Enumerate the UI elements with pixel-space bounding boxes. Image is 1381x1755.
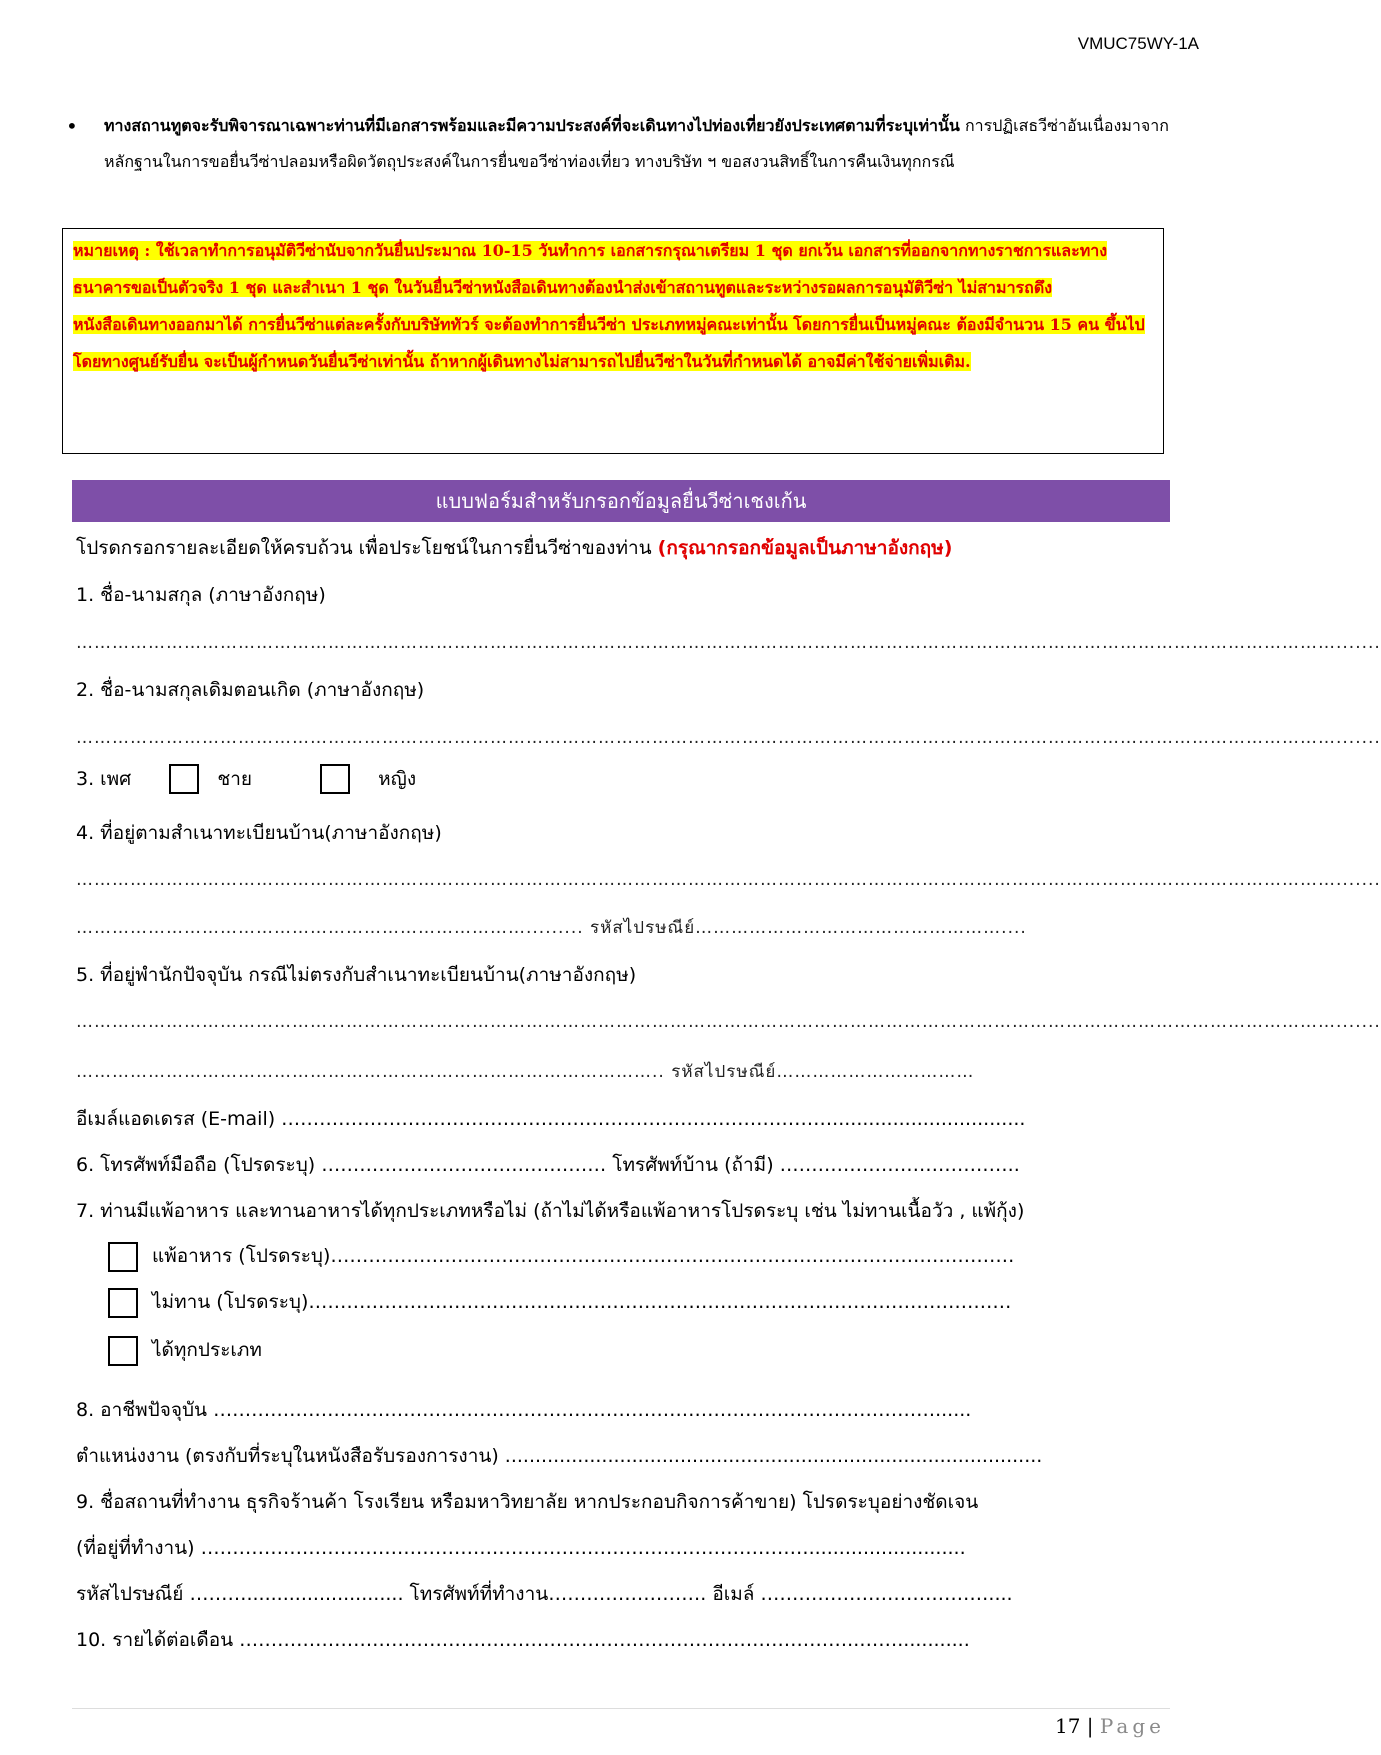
- allergy-checkbox[interactable]: [108, 1242, 138, 1272]
- footer-divider: [72, 1708, 1170, 1709]
- no-eat-label[interactable]: ไม่ทาน (โปรดระบุ)…………………………………………………………………………………………………: [152, 1291, 1012, 1313]
- q3-label: 3. เพศ: [76, 768, 132, 790]
- q2-label: 2. ชื่อ-นามสกุลเดิมตอนเกิด (ภาษาอังกฤษ): [76, 679, 425, 701]
- male-label: ชาย: [217, 768, 253, 790]
- form-intro-text: โปรดกรอกรายละเอียดให้ครบถ้วน เพื่อประโยชน์ในการยื่นวีซ่าของท่าน: [76, 537, 658, 559]
- bullet-icon: •: [66, 114, 78, 138]
- q4-postal-line[interactable]: …………………………………………………………………......... รหัสไปรษณีย์……………………………………………....: [76, 918, 1027, 938]
- document-id: VMUC75WY-1A: [1077, 34, 1199, 53]
- q7-option-all: [108, 1335, 262, 1366]
- no-eat-checkbox[interactable]: [108, 1288, 138, 1318]
- form-intro: [76, 533, 952, 563]
- bullet-bold-text: ทางสถานทูตจะรับพิจารณาเฉพาะท่านที่มีเอกสารพร้อมและมีความประสงค์ที่จะเดินทางไปท่องเที่ยวยังประเทศตามที่ระบุเท่านั้น: [104, 116, 960, 135]
- q5-label: 5. ที่อยู่พำนักปัจจุบัน กรณีไม่ตรงกับสำเนาทะเบียนบ้าน(ภาษาอังกฤษ): [76, 964, 637, 986]
- female-label: หญิง: [378, 768, 417, 790]
- page-number: [1055, 1714, 1165, 1738]
- male-checkbox[interactable]: [169, 764, 199, 794]
- q1-field[interactable]: ………………………………………………………………………………………………………………………………………………………………………………………….......: [76, 633, 1381, 653]
- q8-occupation-field[interactable]: 8. อาชีพปัจจุบัน ……………………………………………………………………………………………………......: [76, 1399, 972, 1421]
- q4-label: 4. ที่อยู่ตามสำเนาทะเบียนบ้าน(ภาษาอังกฤษ): [76, 822, 442, 844]
- form-header: แบบฟอร์มสำหรับกรอกข้อมูลยื่นวีซ่าเชงเก้น: [72, 480, 1170, 522]
- q1-label: 1. ชื่อ-นามสกุล (ภาษาอังกฤษ): [76, 584, 326, 606]
- eat-all-checkbox[interactable]: [108, 1336, 138, 1366]
- bullet-paragraph: [66, 108, 1176, 180]
- q3-gender: [76, 764, 416, 794]
- bullet-normal-text: การปฏิเสธวีซ่าอันเนื่องมาจากหลักฐานในการขอยื่นวีซ่าปลอมหรือผิดวัตถุประสงค์ในการยื่นขอวีซ่าท่องเที่ยว ทางบริษัท ฯ ขอสงวนสิทธิ์ในการคืนเงินทุกกรณี: [104, 116, 1169, 171]
- q8-position-field[interactable]: ตำแหน่งงาน (ตรงกับที่ระบุในหนังสือรับรองการงาน) .........................................................................................: [76, 1445, 1043, 1467]
- page-number-value: 17: [1054, 1714, 1081, 1738]
- q7-label: 7. ท่านมีแพ้อาหาร และทานอาหารได้ทุกประเภทหรือไม่ (ถ้าไม่ได้หรือแพ้อาหารโปรดระบุ เช่น ไม่ทานเนื้อวัว , แพ้กุ้ง): [76, 1200, 1025, 1222]
- q2-field[interactable]: ………………………………………………………………………………………………………………………………………………………………………………………….......: [76, 728, 1381, 748]
- q5-postal-line[interactable]: …………………………………………………………………………………….. รหัสไปรษณีย์……………………………: [76, 1062, 975, 1082]
- note-box: [62, 228, 1164, 454]
- q7-option-no-eat: [108, 1287, 1011, 1318]
- q9-contact-field[interactable]: รหัสไปรษณีย์ ……….......................... โทรศัพท์ที่ทำงาน……………………. อีเมล์ ………………………………....: [76, 1583, 1013, 1605]
- page-separator: |: [1080, 1714, 1100, 1738]
- female-checkbox[interactable]: [320, 764, 350, 794]
- email-field[interactable]: อีเมล์แอดเดรส (E-mail) ……………………………………………………………………………................................: [76, 1108, 1026, 1130]
- page-word: Page: [1099, 1714, 1165, 1738]
- allergy-label[interactable]: แพ้อาหาร (โปรดระบุ)………………………………………………………………………………………………: [152, 1245, 1015, 1267]
- note-text: หมายเหตุ : ใช้เวลาทำการอนุมัติวีซ่านับจากวันยื่นประมาณ 10-15 วันทำการ เอกสารกรุณาเตรียม 1 ชุด ยกเว้น เอกสารที่ออกจากทางราชการและทางธนาคารขอเป็นตัวจริง 1 ชุด และสำเนา 1 ชุด ในวันยื่นวีซ่าหนังสือเดินทางต้องนำส่งเข้าสถานทูตและระหว่างรอผลการอนุมัติวีซ่า ไม่สามารถดึงหนังสือเดินทางออกมาได้ การยื่นวีซ่าแต่ละครั้งกับบริษัททัวร์ จะต้องทำการยื่นวีซ่า ประเภทหมู่คณะเท่านั้น โดยการยื่นเป็นหมู่คณะ ต้องมีจำนวน 15 คน ขึ้นไป โดยทางศูนย์รับยื่น จะเป็นผู้กำหนดวันยื่นวีซ่าเท่านั้น ถ้าหากผู้เดินทางไม่สามารถไปยื่นวีซ่าในวันที่กำหนดได้ อาจมีค่าใช้จ่ายเพิ่มเติม.: [73, 241, 1145, 371]
- q7-option-allergy: [108, 1241, 1014, 1272]
- q6-phone-field[interactable]: 6. โทรศัพท์มือถือ (โปรดระบุ) ……………………………………… โทรศัพท์บ้าน (ถ้ามี) ………………………………..: [76, 1154, 1020, 1176]
- eat-all-label: ได้ทุกประเภท: [152, 1339, 262, 1361]
- q9-label: 9. ชื่อสถานที่ทำงาน ธุรกิจร้านค้า โรงเรียน หรือมหาวิทยาลัย หากประกอบกิจการค้าขาย) โปรดระบุอย่างชัดเจน: [76, 1491, 979, 1513]
- q4-field-line1[interactable]: ………………………………………………………………………………………………………………………………………………………………………………………….......: [76, 870, 1381, 890]
- form-intro-red-text: (กรุณากรอกข้อมูลเป็นภาษาอังกฤษ): [657, 537, 953, 559]
- bullet-text: [104, 108, 1176, 180]
- q5-field-line1[interactable]: ………………………………………………………………………………………………………………………………………………………………………………………….......: [76, 1012, 1381, 1032]
- q9-address-field[interactable]: (ที่อยู่ที่ทำงาน) ……………………………………………………………………………………..........................: [76, 1537, 966, 1559]
- q10-income-field[interactable]: 10. รายได้ต่อเดือน ……………………………………………………………………………………..……............: [76, 1629, 970, 1651]
